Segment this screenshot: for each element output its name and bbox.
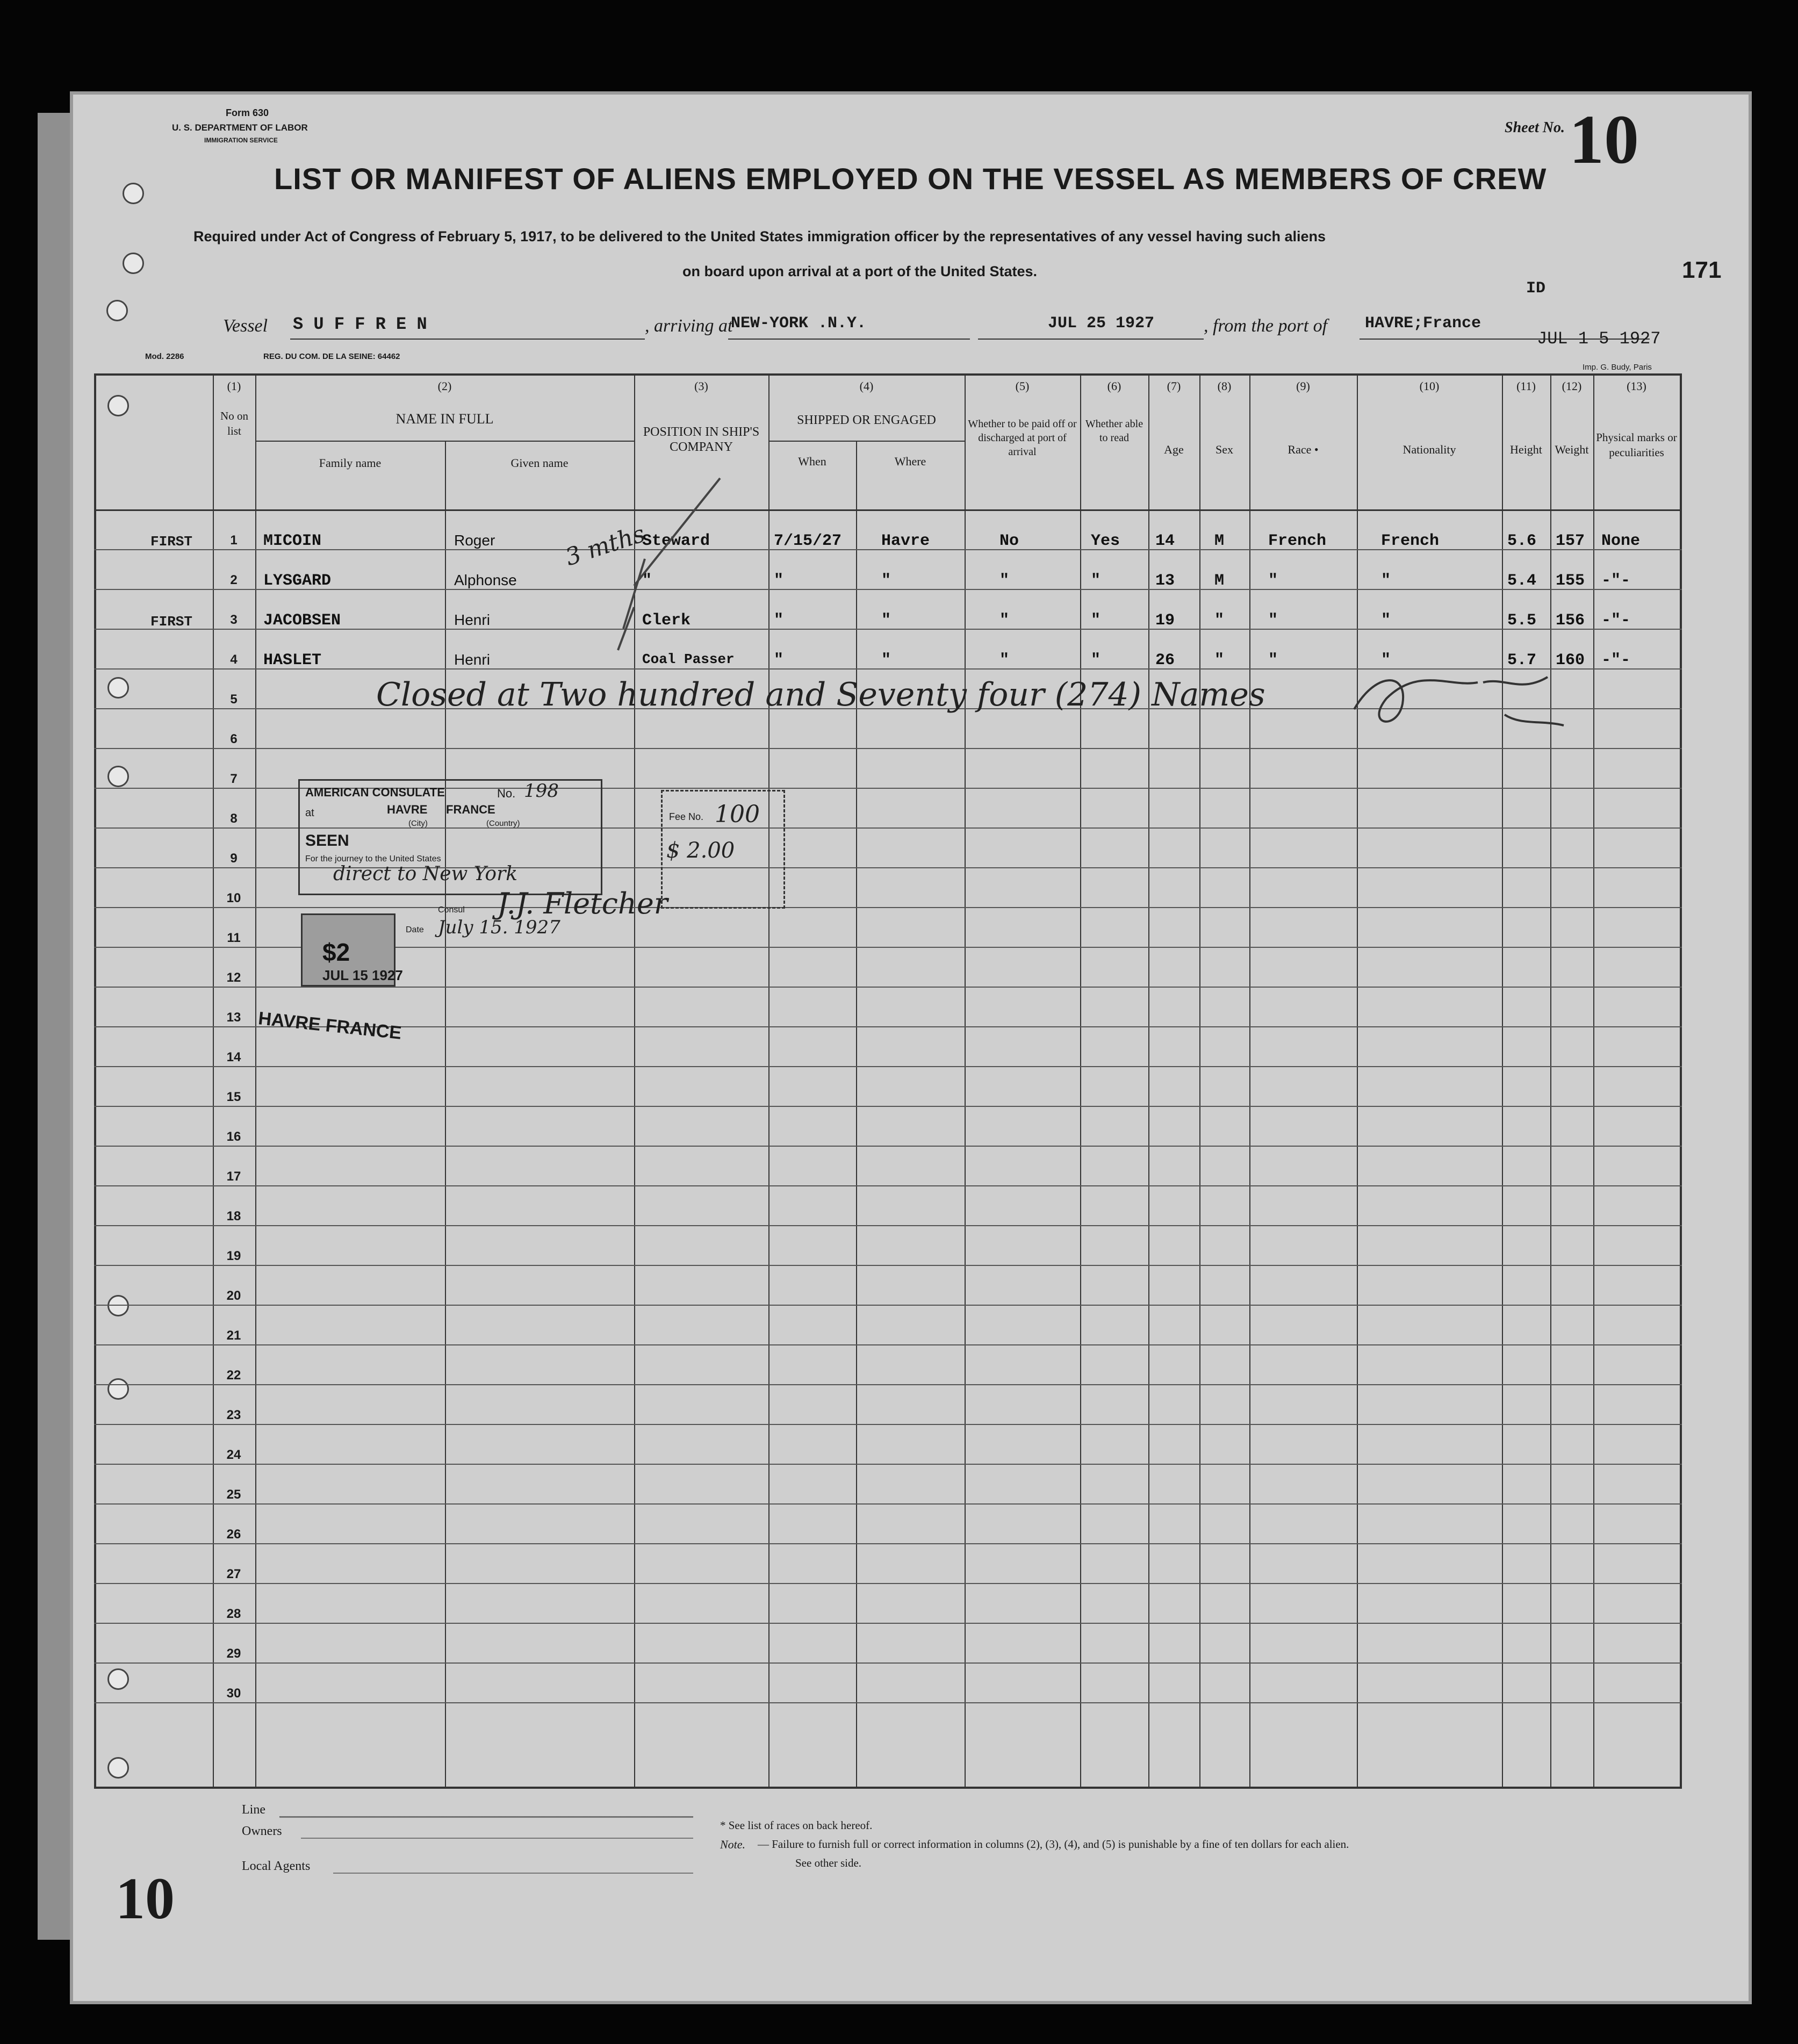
position-cell: Clerk [642,611,691,630]
city-label: (City) [408,819,428,828]
height-cell: 5.4 [1507,572,1537,590]
row-line [94,1464,1682,1465]
consulate-no-label: No. [497,787,516,800]
revenue-stamp-date: JUL 15 1927 [322,967,403,983]
footer-races-note: * See list of races on back hereof. [720,1819,873,1832]
from-port-label: , from the port of [1204,316,1328,336]
given-name-cell: Alphonse [454,572,517,588]
consulate-no: 198 [524,780,559,802]
col-weight: Weight [1555,443,1589,456]
race-cell: " [1268,611,1278,630]
row-number: 2 [230,573,238,587]
col-nationality: Nationality [1403,443,1456,456]
row-number: 12 [226,970,241,985]
where-cell: " [881,611,891,630]
col-physical-marks: Physical marks or peculiarities [1596,431,1677,459]
row-line [94,1106,1682,1107]
margin-note-first: FIRST [150,614,193,630]
col-race: Race • [1288,443,1319,456]
col7-number: (7) [1167,379,1181,393]
height-cell: 5.6 [1507,532,1537,550]
footer-sheet-number: 10 [116,1866,175,1931]
row-number: 17 [226,1169,241,1184]
row-number: 18 [226,1209,241,1223]
underlying-page-edge [38,113,70,1940]
row-number: 28 [226,1607,241,1621]
row-line [94,1424,1682,1425]
col9-number: (9) [1296,379,1310,393]
consulate-city: HAVRE [387,803,428,816]
check-marks [613,473,731,666]
row-number: 7 [230,772,238,786]
col11-number: (11) [1516,379,1536,393]
race-cell: " [1268,651,1278,670]
vessel-label: Vessel [223,316,268,336]
col1-number: (1) [227,379,241,393]
family-name-cell: JACOBSEN [263,611,341,630]
sex-cell: " [1214,611,1225,630]
physical-marks-cell: -"- [1601,611,1631,630]
row-number: 14 [226,1050,241,1064]
weight-cell: 156 [1556,611,1585,630]
place-stamp: HAVRE FRANCE [257,1008,402,1043]
arriving-label: , arriving at [645,316,733,336]
able-to-read-cell: Yes [1091,532,1120,550]
where-cell: Havre [881,532,930,550]
when-cell: " [774,651,784,670]
row-number: 22 [226,1368,241,1383]
departure-port: HAVRE;France [1365,314,1481,333]
col-able-to-read: Whether able to read [1085,418,1143,444]
given-name-cell: Henri [454,611,490,628]
id-mark: ID [1526,279,1546,298]
subtitle-line-2: on board upon arrival at a port of the United States. [682,263,1038,279]
physical-marks-cell: -"- [1601,651,1631,670]
footer-note-label: Note. [720,1838,746,1851]
physical-marks-cell: -"- [1601,572,1631,590]
paid-off-cell: " [999,611,1010,630]
paid-off-cell: " [999,651,1010,670]
country-label: (Country) [486,819,520,828]
col-name-in-full: NAME IN FULL [395,411,494,427]
row-number: 8 [230,811,238,826]
col2-number: (2) [437,379,452,393]
registration-label: REG. DU COM. DE LA SEINE: 64462 [263,352,400,361]
row-line [94,1146,1682,1147]
consulate-country: FRANCE [446,803,495,816]
consulate-seen: SEEN [305,832,349,850]
footer-owners-label: Owners [242,1824,282,1838]
position-cell: Coal Passer [642,651,735,667]
vessel-name: S U F F R E N [293,314,427,334]
departure-date-stamp: JUL 1 5 1927 [1537,329,1661,349]
row-number: 15 [226,1090,241,1104]
row-number: 27 [226,1567,241,1581]
col8-number: (8) [1217,379,1232,393]
row-number: 1 [230,533,238,548]
able-to-read-cell: " [1091,611,1101,630]
row-number: 26 [226,1527,241,1542]
footer-fine-note: — Failure to furnish full or correct information in columns (2), (3), (4), and (5) is punishable by a fine of ten dollars for each alien. [758,1838,1349,1851]
sex-cell: M [1214,532,1225,550]
row-number: 5 [230,692,238,707]
row-line [94,1543,1682,1544]
row-line [94,1702,1682,1703]
when-cell: 7/15/27 [774,532,842,550]
revenue-stamp-value: $2 [322,938,350,966]
sheet-number: 10 [1569,101,1639,178]
paid-off-cell: No [999,532,1019,550]
footer-agents-label: Local Agents [242,1859,311,1873]
row-line [94,1265,1682,1266]
position-cell: Steward [642,532,710,550]
row-line [94,1583,1682,1584]
paid-off-cell: " [999,572,1010,590]
consulate-date: July 15. 1927 [438,917,560,938]
page-stamp-number: 171 [1682,257,1722,283]
col-height: Height [1510,443,1542,456]
fee-number: 100 [715,801,760,828]
row-number: 19 [226,1249,241,1263]
row-line [94,1384,1682,1385]
given-name-cell: Roger [454,532,495,549]
punch-hole [107,1378,129,1400]
age-cell: 26 [1155,651,1175,670]
arrival-port: NEW-YORK .N.Y. [731,314,867,333]
col-family-name: Family name [319,456,382,470]
row-number: 16 [226,1129,241,1144]
punch-hole [107,1757,129,1779]
punch-hole [123,253,144,274]
manifest-sheet [70,91,1752,2004]
punch-hole [107,1295,129,1316]
row-number: 4 [230,652,238,667]
row-number: 6 [230,732,238,746]
age-cell: 19 [1155,611,1175,630]
row-number: 20 [226,1289,241,1303]
row-number: 24 [226,1448,241,1462]
punch-hole [107,395,129,416]
able-to-read-cell: " [1091,651,1101,670]
col-sex: Sex [1216,443,1233,456]
nationality-cell: " [1381,651,1391,670]
col-when: When [798,455,826,468]
initials-signature [1343,666,1569,742]
nationality-cell: " [1381,572,1391,590]
mod-number: Mod. 2286 [145,352,184,361]
col-paid-off: Whether to be paid off or discharged at port of arrival [968,418,1077,458]
when-cell: " [774,572,784,590]
col13-number: (13) [1627,379,1646,393]
position-cell: " [642,572,652,590]
row-line [94,1185,1682,1186]
height-cell: 5.5 [1507,611,1537,630]
punch-hole [107,677,129,699]
weight-cell: 155 [1556,572,1585,590]
nationality-cell: French [1381,532,1440,550]
col-position: POSITION IN SHIP'S COMPANY [643,425,760,454]
family-name-cell: HASLET [263,651,322,670]
row-line [94,1662,1682,1664]
department-label: U. S. DEPARTMENT OF LABOR [172,123,308,133]
where-cell: " [881,572,891,590]
printer-label: Imp. G. Budy, Paris [1583,363,1652,372]
consulate-journey: For the journey to the United States [305,854,441,863]
col-age: Age [1164,443,1184,456]
margin-note-first: FIRST [150,534,193,550]
row-line [94,1225,1682,1226]
row-line [94,1503,1682,1505]
date-label: Date [406,925,424,934]
weight-cell: 160 [1556,651,1585,670]
row-line [94,1623,1682,1624]
age-cell: 14 [1155,532,1175,550]
page-title: LIST OR MANIFEST OF ALIENS EMPLOYED ON THE VESSEL AS MEMBERS OF CREW [274,162,1547,196]
row-number: 30 [226,1686,241,1701]
form-number: Form 630 [226,107,269,118]
row-number: 21 [226,1328,241,1343]
consulate-title: AMERICAN CONSULATE [305,786,445,799]
nationality-cell: " [1381,611,1391,630]
race-cell: French [1268,532,1327,550]
given-name-cell: Henri [454,651,490,668]
row-line [94,907,1682,908]
consul-signature: J.J. Fletcher [497,887,668,920]
col6-number: (6) [1107,379,1121,393]
family-name-cell: MICOIN [263,532,322,550]
col-shipped-engaged: SHIPPED OR ENGAGED [797,413,936,427]
col-given-name: Given name [510,456,569,470]
col-no-on-list: No on list [220,409,248,437]
consulate-via: direct to New York [333,863,518,885]
age-cell: 13 [1155,572,1175,590]
col5-number: (5) [1015,379,1030,393]
row-number: 23 [226,1408,241,1422]
row-number: 13 [226,1010,241,1025]
row-line [94,1344,1682,1345]
row-line [94,1066,1682,1067]
row-line [94,748,1682,749]
family-name-cell: LYSGARD [263,572,332,590]
sex-cell: M [1214,572,1225,590]
row-number: 9 [230,851,238,866]
punch-hole [107,1668,129,1690]
when-cell: " [774,611,784,630]
row-line [94,987,1682,988]
weight-cell: 157 [1556,532,1585,550]
handwritten-duration-note: 3 mths [562,520,649,572]
able-to-read-cell: " [1091,572,1101,590]
footer-see-other-side: See other side. [795,1856,862,1869]
col12-number: (12) [1562,379,1582,393]
consul-label: Consul [438,905,465,915]
col-where: Where [894,455,926,468]
row-number: 29 [226,1646,241,1661]
consulate-at: at [305,807,314,819]
sex-cell: " [1214,651,1225,670]
fee-amount: $ 2.00 [666,838,735,863]
col4-number: (4) [859,379,874,393]
service-label: IMMIGRATION SERVICE [204,136,278,144]
col3-number: (3) [694,379,708,393]
fee-label: Fee No. [669,811,704,822]
col10-number: (10) [1419,379,1440,393]
punch-hole [107,766,129,787]
footer-line-label: Line [242,1803,265,1817]
where-cell: " [881,651,891,670]
arrival-date: JUL 25 1927 [1048,314,1155,333]
sheet-label: Sheet No. [1505,119,1565,136]
row-number: 25 [226,1487,241,1502]
row-number: 10 [226,891,241,905]
physical-marks-cell: None [1601,532,1641,550]
race-cell: " [1268,572,1278,590]
row-number: 11 [227,931,241,945]
punch-hole [123,183,144,204]
punch-hole [106,300,128,321]
row-number: 3 [230,613,238,627]
subtitle-line-1: Required under Act of Congress of February 5, 1917, to be delivered to the United States immigration officer by the representatives of any vessel having such aliens [193,228,1326,244]
closing-note: Closed at Two hundred and Seventy four (274) Names [376,676,1265,714]
row-line [94,1305,1682,1306]
height-cell: 5.7 [1507,651,1537,670]
